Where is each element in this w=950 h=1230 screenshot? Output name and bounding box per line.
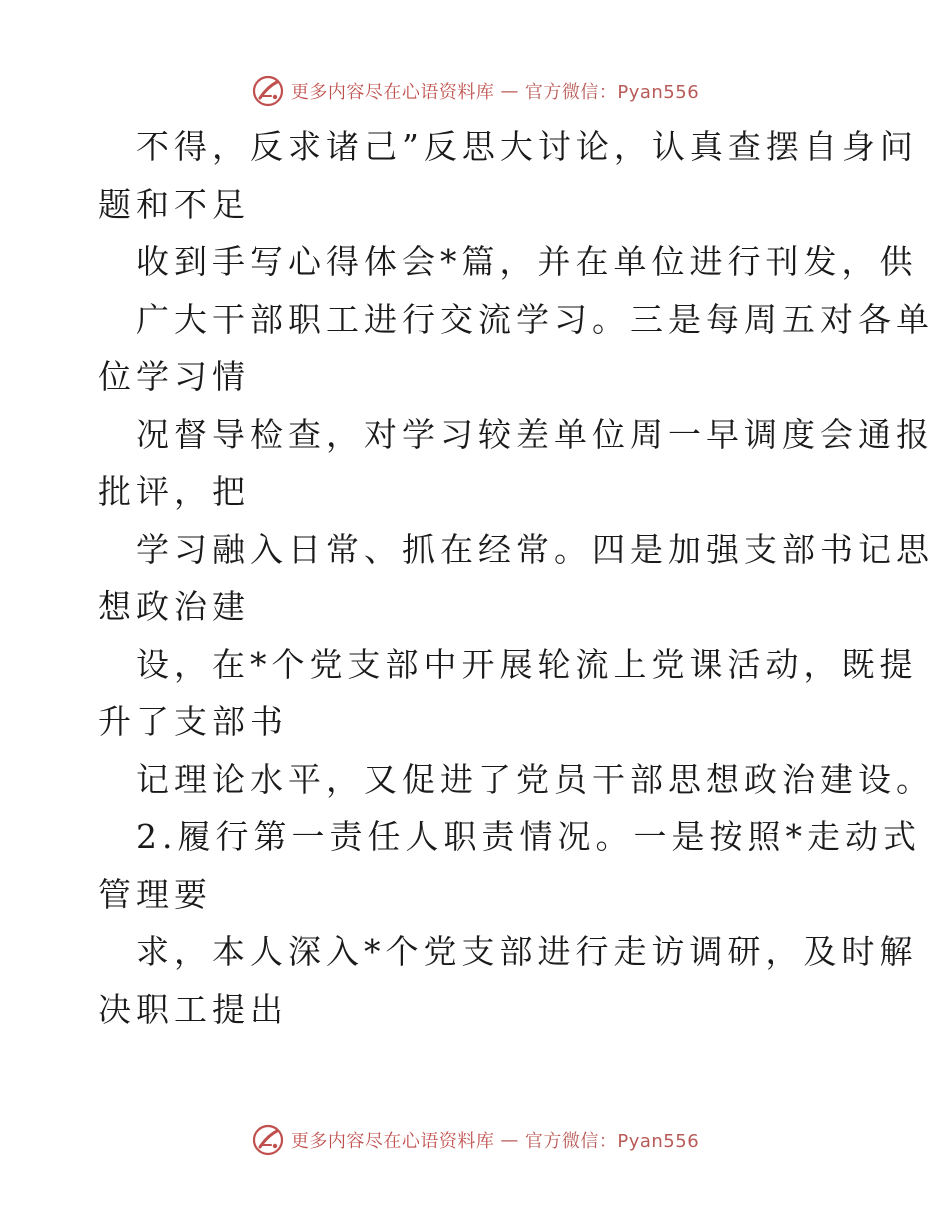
brush-logo-icon — [251, 74, 285, 108]
text-line: 想政治建 — [98, 587, 250, 626]
text-line: 管理要 — [98, 874, 212, 914]
watermark-sub-text: 官方微信：Pyan556 — [524, 82, 700, 103]
text-line: 批评，把 — [98, 472, 250, 511]
text-line: 学习融入日常、抓在经常。四是加强支部书记思 — [136, 529, 934, 569]
document-body — [98, 118, 934, 1038]
text-line: 广大干部职工进行交流学习。三是每周五对各单 — [136, 299, 934, 339]
brush-logo-icon — [251, 1123, 285, 1157]
watermark-footer — [0, 1120, 950, 1160]
text-line: 2.履行第一责任人职责情况。一是按照*走动式 — [136, 817, 921, 856]
text-line: 设，在*个党支部中开展轮流上党课活动，既提 — [136, 644, 918, 684]
watermark-dash: — — [500, 1129, 519, 1151]
text-line: 决职工提出 — [98, 989, 288, 1029]
text-line: 求，本人深入*个党支部进行走访调研，及时解 — [136, 932, 918, 971]
watermark-dash: — — [500, 80, 519, 102]
text-line: 不得，反求诸己”反思大讨论，认真查摆自身问 — [136, 127, 918, 166]
watermark-header — [0, 71, 950, 111]
watermark-sub-text: 官方微信：Pyan556 — [524, 1131, 700, 1152]
text-line: 升了支部书 — [98, 702, 288, 741]
text-line: 况督导检查，对学习较差单位周一早调度会通报 — [136, 414, 934, 454]
text-line: 记理论水平，又促进了党员干部思想政治建设。 — [136, 759, 934, 799]
watermark-main-text: 更多内容尽在心语资料库 — [290, 82, 495, 103]
text-line: 位学习情 — [98, 357, 250, 396]
text-line: 题和不足 — [98, 184, 250, 224]
watermark-main-text: 更多内容尽在心语资料库 — [290, 1131, 495, 1152]
text-line: 收到手写心得体会*篇，并在单位进行刊发，供 — [136, 242, 918, 281]
